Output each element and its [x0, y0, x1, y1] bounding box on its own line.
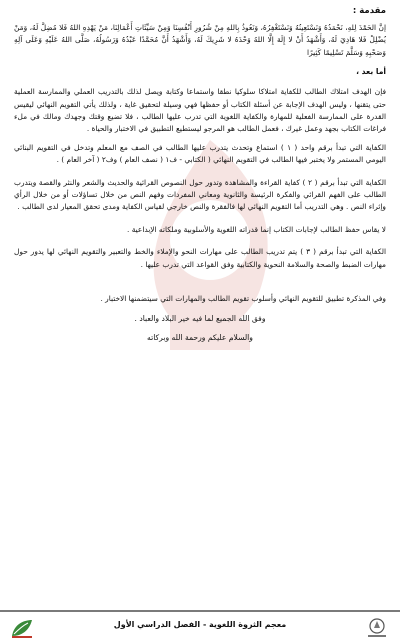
section-heading: مقدمة : [352, 6, 386, 16]
leaf-logo-icon [8, 616, 36, 640]
paragraph-note: لا يقاس حفظ الطالب لإجابات الكتاب إنما قدراته اللغوية والأسلوبية وملكاته الإبداعية . [127, 224, 386, 234]
paragraph-goal: فإن الهدف امتلاك الطالب للكفاية امتلاكا سلوكيا نطقا واستماعا وكتابة ويصل لذلك بالتدريب العملي والممارسة العملية حتى يتقنها ، وليس الهدف الإجابة عن أسئلة الكتاب أو حفظها فهي وسيلة لتحقيق غاية ، ولذلك يأتي التقويم النهائي ليقيس القدرة على الممارسة الفعلية للمهارة والكفاية اللغوية التي تدرب عليها الطالب ، فلا تضيع وقتك وجهدك ومالك في ملء فراغات الكتاب بجهد وعمل غيرك ، فعمل الطالب هو المرجو ليستطيع التطبيق في الاختبار والحياة . [14, 87, 386, 134]
paragraph-competency-1: الكفاية التي تبدأ برقم واحد ( ١ ) استماع وتحدث يتدرب عليها الطالب في الصف مع المعلم وتدخل في التقويم البنائي اليومي المستمر ولا يختبر فيها الطالب في التقويم النهائي ( الكتابي - ف١ ( نصف العام ) وف٢ ( آخر العام ) . [14, 142, 386, 165]
paragraph-memo: وفي المذكرة تطبيق للتقويم النهائي وأسلوب تقويم الطالب والمهارات التي سيتضمنها الاختبار . [100, 294, 386, 304]
closing-salutation: والسلام عليكم ورحمة الله وبركاته [147, 332, 253, 342]
amma-baad: أما بعد ، [356, 67, 386, 77]
paragraph-competency-2: الكفاية التي تبدأ برقم ( ٢ ) كفاية القراءة والمشاهدة وتدور حول النصوص القرائية والحديث والشعر والنثر والقصة ويتدرب الطالب على الفهم القرائي والفكرة الرئيسة والثانوية ومعاني المفردات وفهم النص من خلال تساؤلات أو من خلال الرأي وإثراء النص . وهي التدريب أما التقويم النهائي لها فالفقرة والنص خارجي لقياس الكفاية ومدى تحقق المعيار لدى الطالب . [14, 177, 386, 212]
paragraph-competency-3: الكفاية التي تبدأ برقم ( ٣ ) يتم تدريب الطالب على مهارات النحو والإملاء والخط والتعبير والتقويم النهائي لها يدور حول مهارات الضبط والصحة والسلامة النحوية والكتابية وفق القواعد التي تدرب عليها . [14, 247, 387, 269]
closing-prayer: وفق الله الجميع لما فيه خير البلاد والعباد . [134, 313, 266, 323]
opening-sermon: إنَّ الحَمْدَ لِلهِ، نَحْمَدُهُ وَنَسْتَعِينُهُ وَنَسْتَغْفِرُهُ، وَنَعُوذُ بِاللهِ مِنْ شُرُورِ أَنْفُسِنَا وَمِنْ سَيِّئَاتِ أَعْمَالِنَا، مَنْ يَهْدِهِ اللهُ فَلا مُضِلَّ لَهُ، وَمَنْ يُضْلِلْ فَلا هَادِيَ لَهُ، وَأَشْهَدُ أَنْ لا إِلَهَ إِلَّا اللهُ وَحْدَهُ لا شَرِيكَ لَهُ، وَأَشْهَدُ أَنَّ مُحَمَّدًا عَبْدُهُ وَرَسُولُهُ، صَلَّى اللهُ عَلَيْهِ وَعَلَى آلِهِ وَصَحْبِهِ وَسَلَّمَ تَسْلِيمًا كَثِيرًا [14, 23, 386, 57]
document-body [14, 6, 386, 344]
page-footer [0, 610, 400, 640]
footer-title: معجم الثروة اللغوية - الفصل الدراسي الأول [113, 620, 287, 629]
ministry-emblem-icon [362, 616, 392, 640]
